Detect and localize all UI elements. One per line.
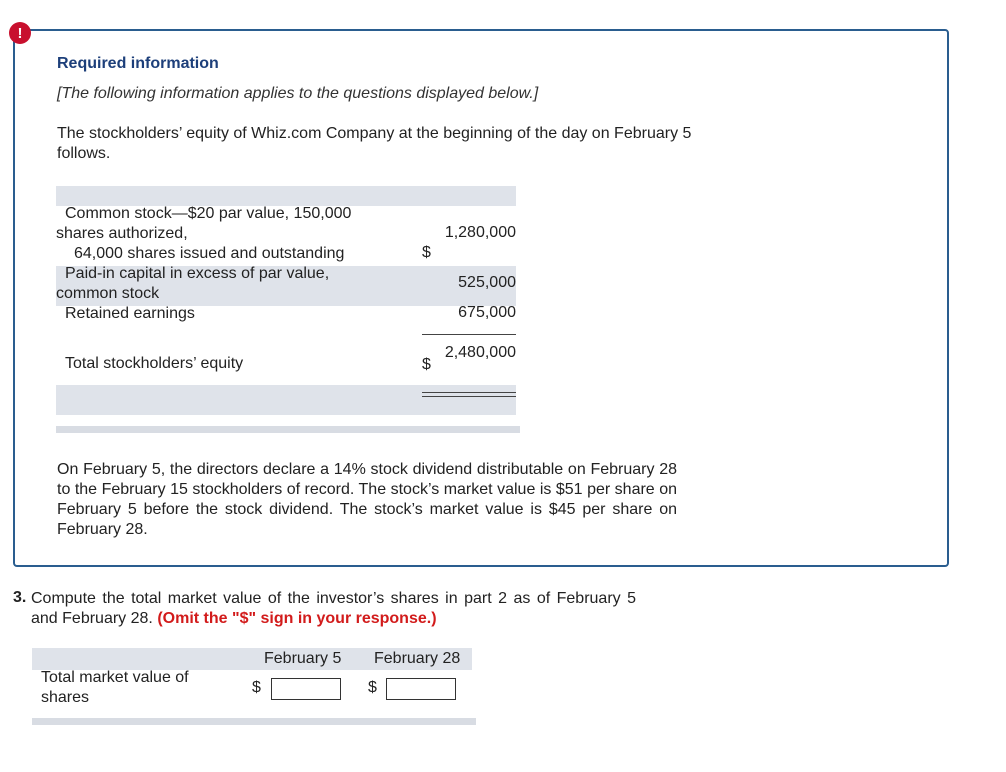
dollar-sign: $ — [368, 679, 377, 696]
dollar-sign: $ — [422, 244, 431, 261]
common-stock-label: Common stock—$20 par value, 150,000 — [65, 205, 352, 222]
required-info-note: [The following information applies to the questions displayed below.] — [57, 85, 539, 102]
common-stock-amount: 1,280,000 — [444, 224, 516, 241]
feb28-value-input[interactable] — [386, 678, 456, 700]
dividend-paragraph: On February 5, the directors declare a 14% stock dividend distributable on February 28 to the February 15 stockholders of record. The stock’s market value is $51 per share on February 5 before the stock dividend. The stock’s market value is $45 per share on February 28. — [57, 461, 677, 538]
question-number: 3. — [13, 589, 27, 606]
paid-in-capital-label: Paid-in capital in excess of par value, — [65, 265, 330, 282]
dollar-sign: $ — [252, 679, 261, 696]
common-stock-label: 64,000 shares issued and outstanding — [74, 245, 345, 262]
col-header-feb28: February 28 — [374, 650, 461, 667]
double-rule-bottom — [422, 396, 516, 397]
required-info-title: Required information — [57, 55, 219, 72]
total-equity-label: Total stockholders’ equity — [65, 355, 244, 372]
subtotal-rule — [422, 334, 516, 335]
paid-in-capital-amount: 525,000 — [458, 274, 516, 291]
common-stock-label: shares authorized, — [56, 225, 188, 242]
question-text — [31, 589, 636, 629]
feb5-value-input[interactable] — [271, 678, 341, 700]
answer-row-label: Total market value of shares — [41, 669, 189, 706]
col-header-feb5: February 5 — [264, 650, 342, 667]
retained-earnings-amount: 675,000 — [458, 304, 516, 321]
table-header-band — [56, 186, 516, 206]
total-equity-amount: 2,480,000 — [444, 344, 516, 361]
answer-footer-bar — [32, 718, 476, 725]
table-footer-bar — [56, 426, 520, 433]
alert-icon: ! — [9, 22, 31, 44]
retained-earnings-label: Retained earnings — [65, 305, 195, 322]
table-row-band — [56, 385, 516, 415]
question-note: (Omit the "$" sign in your response.) — [157, 610, 437, 627]
paid-in-capital-label: common stock — [56, 285, 160, 302]
question-body: Compute the total market value of the investor’s shares in part 2 as of February 5 and February 28. — [31, 590, 636, 627]
intro-paragraph: The stockholders’ equity of Whiz.com Company at the beginning of the day on February 5 follows. — [57, 125, 692, 162]
double-rule-top — [422, 392, 516, 393]
dollar-sign: $ — [422, 356, 431, 373]
